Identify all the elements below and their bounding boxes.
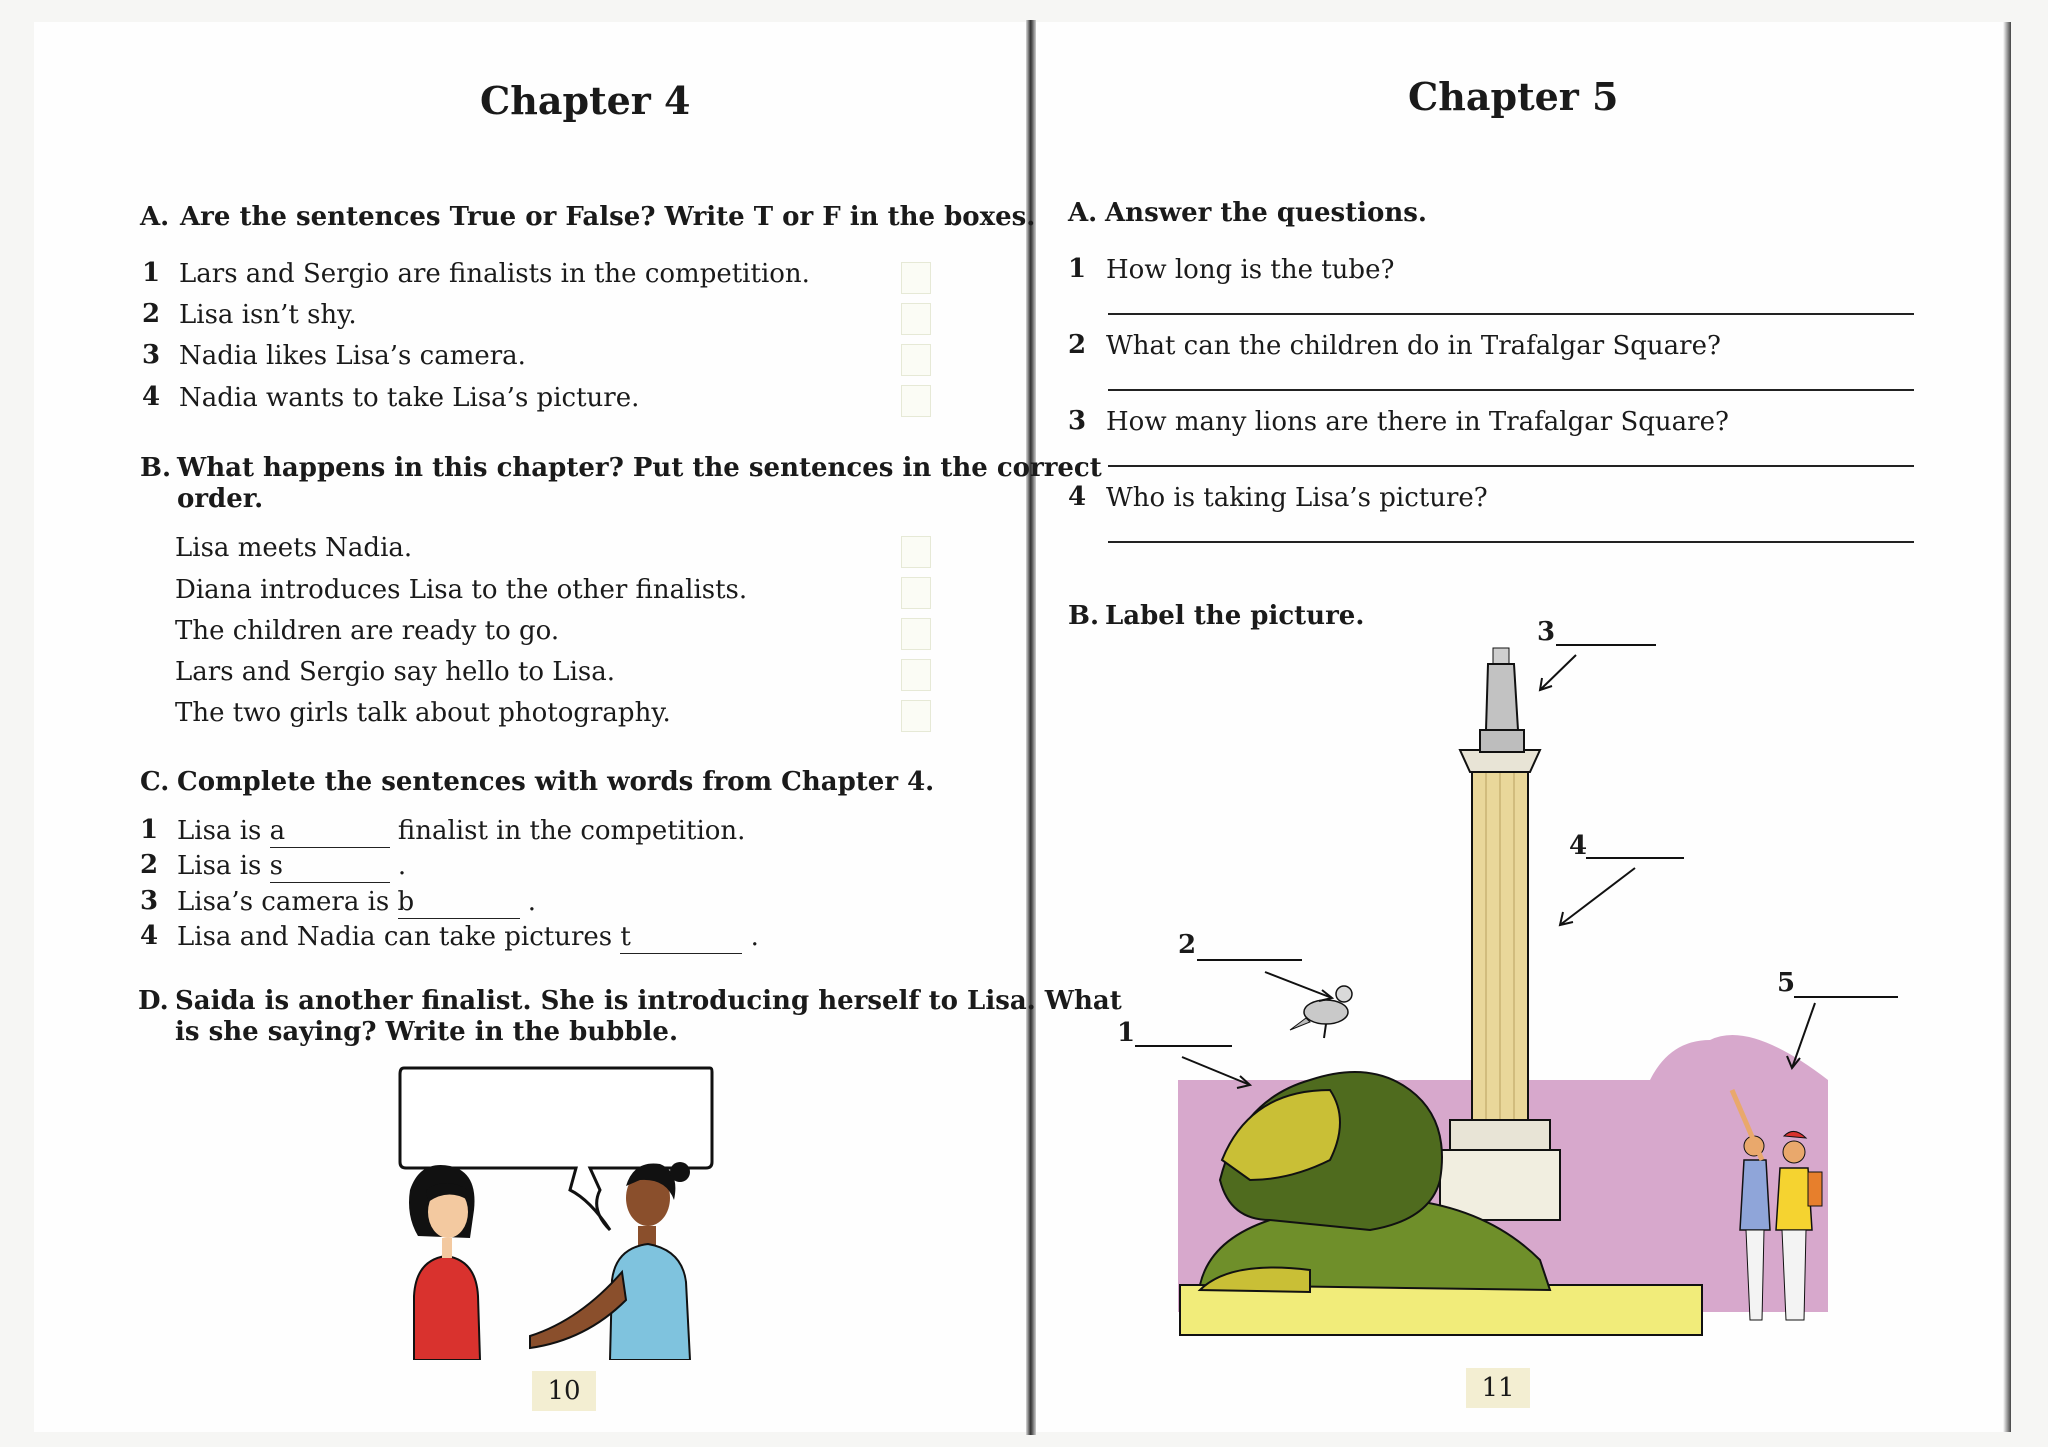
order-sentence: The children are ready to go. bbox=[175, 616, 560, 646]
sentence-end: . bbox=[742, 922, 759, 952]
question-text: Who is taking Lisa’s picture? bbox=[1106, 483, 1488, 513]
item-number: 1 bbox=[140, 815, 159, 845]
lisa-figure-icon bbox=[409, 1165, 480, 1360]
item-number: 4 bbox=[140, 921, 159, 951]
fill-in-sentence bbox=[177, 886, 536, 919]
item-number: 3 bbox=[142, 340, 161, 370]
section-c-letter: C. bbox=[140, 767, 170, 797]
sentence-end: . bbox=[389, 851, 407, 881]
label-number: 5 bbox=[1777, 968, 1796, 998]
item-number: 4 bbox=[142, 382, 161, 412]
answer-line[interactable] bbox=[1108, 389, 1914, 391]
question-number: 1 bbox=[1068, 254, 1087, 284]
section-d-letter: D. bbox=[138, 986, 169, 1016]
answer-box[interactable] bbox=[901, 344, 931, 376]
item-number: 2 bbox=[142, 299, 161, 329]
answer-blank[interactable] bbox=[620, 921, 742, 954]
sentence-end: finalist in the competition. bbox=[389, 816, 746, 846]
answer-line[interactable] bbox=[1108, 313, 1914, 315]
answer-blank[interactable] bbox=[398, 886, 520, 919]
sentence-end: . bbox=[519, 887, 537, 917]
true-false-statement: Nadia wants to take Lisa’s picture. bbox=[179, 383, 640, 413]
true-false-statement: Lars and Sergio are finalists in the competition. bbox=[179, 259, 810, 289]
section-a-heading: Are the sentences True or False? Write T or F in the boxes. bbox=[180, 202, 1036, 232]
true-false-statement: Lisa isn’t shy. bbox=[179, 300, 357, 330]
item-number: 1 bbox=[142, 258, 161, 288]
fill-in-sentence bbox=[177, 850, 406, 883]
sentence-start: Lisa is bbox=[177, 851, 270, 881]
plinth bbox=[1180, 1285, 1702, 1335]
question-text: What can the children do in Trafalgar Square? bbox=[1106, 331, 1721, 361]
item-number: 3 bbox=[140, 886, 159, 916]
answer-line[interactable] bbox=[1108, 465, 1914, 467]
section-a-letter: A. bbox=[140, 202, 170, 232]
sentence-start: Lisa’s camera is bbox=[177, 887, 398, 917]
answer-blank[interactable] bbox=[270, 815, 390, 848]
section-a-heading: Answer the questions. bbox=[1105, 198, 1427, 228]
speech-bubble-illustration bbox=[390, 1060, 740, 1360]
answer-box[interactable] bbox=[901, 303, 931, 335]
order-box[interactable] bbox=[901, 618, 931, 650]
sentence-start: Lisa and Nadia can take pictures bbox=[177, 922, 621, 952]
first-letter-hint: a bbox=[269, 816, 286, 846]
chapter-4-title: Chapter 4 bbox=[480, 78, 691, 123]
answer-line[interactable] bbox=[1108, 541, 1914, 543]
order-sentence: The two girls talk about photography. bbox=[175, 698, 671, 728]
sentence-start: Lisa is bbox=[177, 816, 270, 846]
first-letter-hint: t bbox=[620, 922, 631, 952]
section-d-heading-line2: is she saying? Write in the bubble. bbox=[175, 1017, 679, 1047]
first-letter-hint: b bbox=[397, 887, 415, 917]
fill-in-sentence bbox=[177, 921, 759, 954]
section-b-letter: B. bbox=[1068, 601, 1100, 631]
nelsons-column-icon bbox=[1440, 750, 1560, 1220]
order-box[interactable] bbox=[901, 700, 931, 732]
fill-in-sentence bbox=[177, 815, 745, 848]
page-edge bbox=[2003, 22, 2011, 1432]
order-box[interactable] bbox=[901, 577, 931, 609]
question-text: How long is the tube? bbox=[1106, 255, 1395, 285]
section-a-letter: A. bbox=[1068, 198, 1098, 228]
true-false-statement: Nadia likes Lisa’s camera. bbox=[179, 341, 526, 371]
section-b-heading: Label the picture. bbox=[1105, 601, 1365, 631]
section-b-letter: B. bbox=[140, 453, 172, 483]
section-c-heading: Complete the sentences with words from Chapter 4. bbox=[177, 767, 935, 797]
order-sentence: Lars and Sergio say hello to Lisa. bbox=[175, 657, 615, 687]
answer-blank[interactable] bbox=[270, 850, 390, 883]
question-number: 3 bbox=[1068, 406, 1087, 436]
order-box[interactable] bbox=[901, 536, 931, 568]
item-number: 2 bbox=[140, 850, 159, 880]
label-number: 4 bbox=[1569, 831, 1588, 861]
answer-box[interactable] bbox=[901, 385, 931, 417]
question-number: 4 bbox=[1068, 482, 1087, 512]
label-number: 3 bbox=[1537, 617, 1556, 647]
section-d-heading-line1: Saida is another finalist. She is introducing herself to Lisa. What bbox=[175, 986, 1122, 1016]
question-number: 2 bbox=[1068, 330, 1087, 360]
section-b-heading-line2: order. bbox=[177, 484, 264, 514]
first-letter-hint: s bbox=[269, 851, 283, 881]
answer-box[interactable] bbox=[901, 262, 931, 294]
order-box[interactable] bbox=[901, 659, 931, 691]
label-number: 1 bbox=[1117, 1018, 1136, 1048]
chapter-5-title: Chapter 5 bbox=[1408, 74, 1619, 119]
label-number: 2 bbox=[1178, 930, 1197, 960]
section-b-heading-line1: What happens in this chapter? Put the sentences in the correct bbox=[177, 453, 1102, 483]
order-sentence: Lisa meets Nadia. bbox=[175, 533, 413, 563]
page-number: 11 bbox=[1466, 1368, 1530, 1408]
saida-figure-icon bbox=[530, 1162, 690, 1360]
nelson-statue-icon bbox=[1480, 648, 1524, 752]
page-number: 10 bbox=[532, 1371, 596, 1411]
order-sentence: Diana introduces Lisa to the other finalists. bbox=[175, 575, 748, 605]
question-text: How many lions are there in Trafalgar Square? bbox=[1106, 407, 1729, 437]
